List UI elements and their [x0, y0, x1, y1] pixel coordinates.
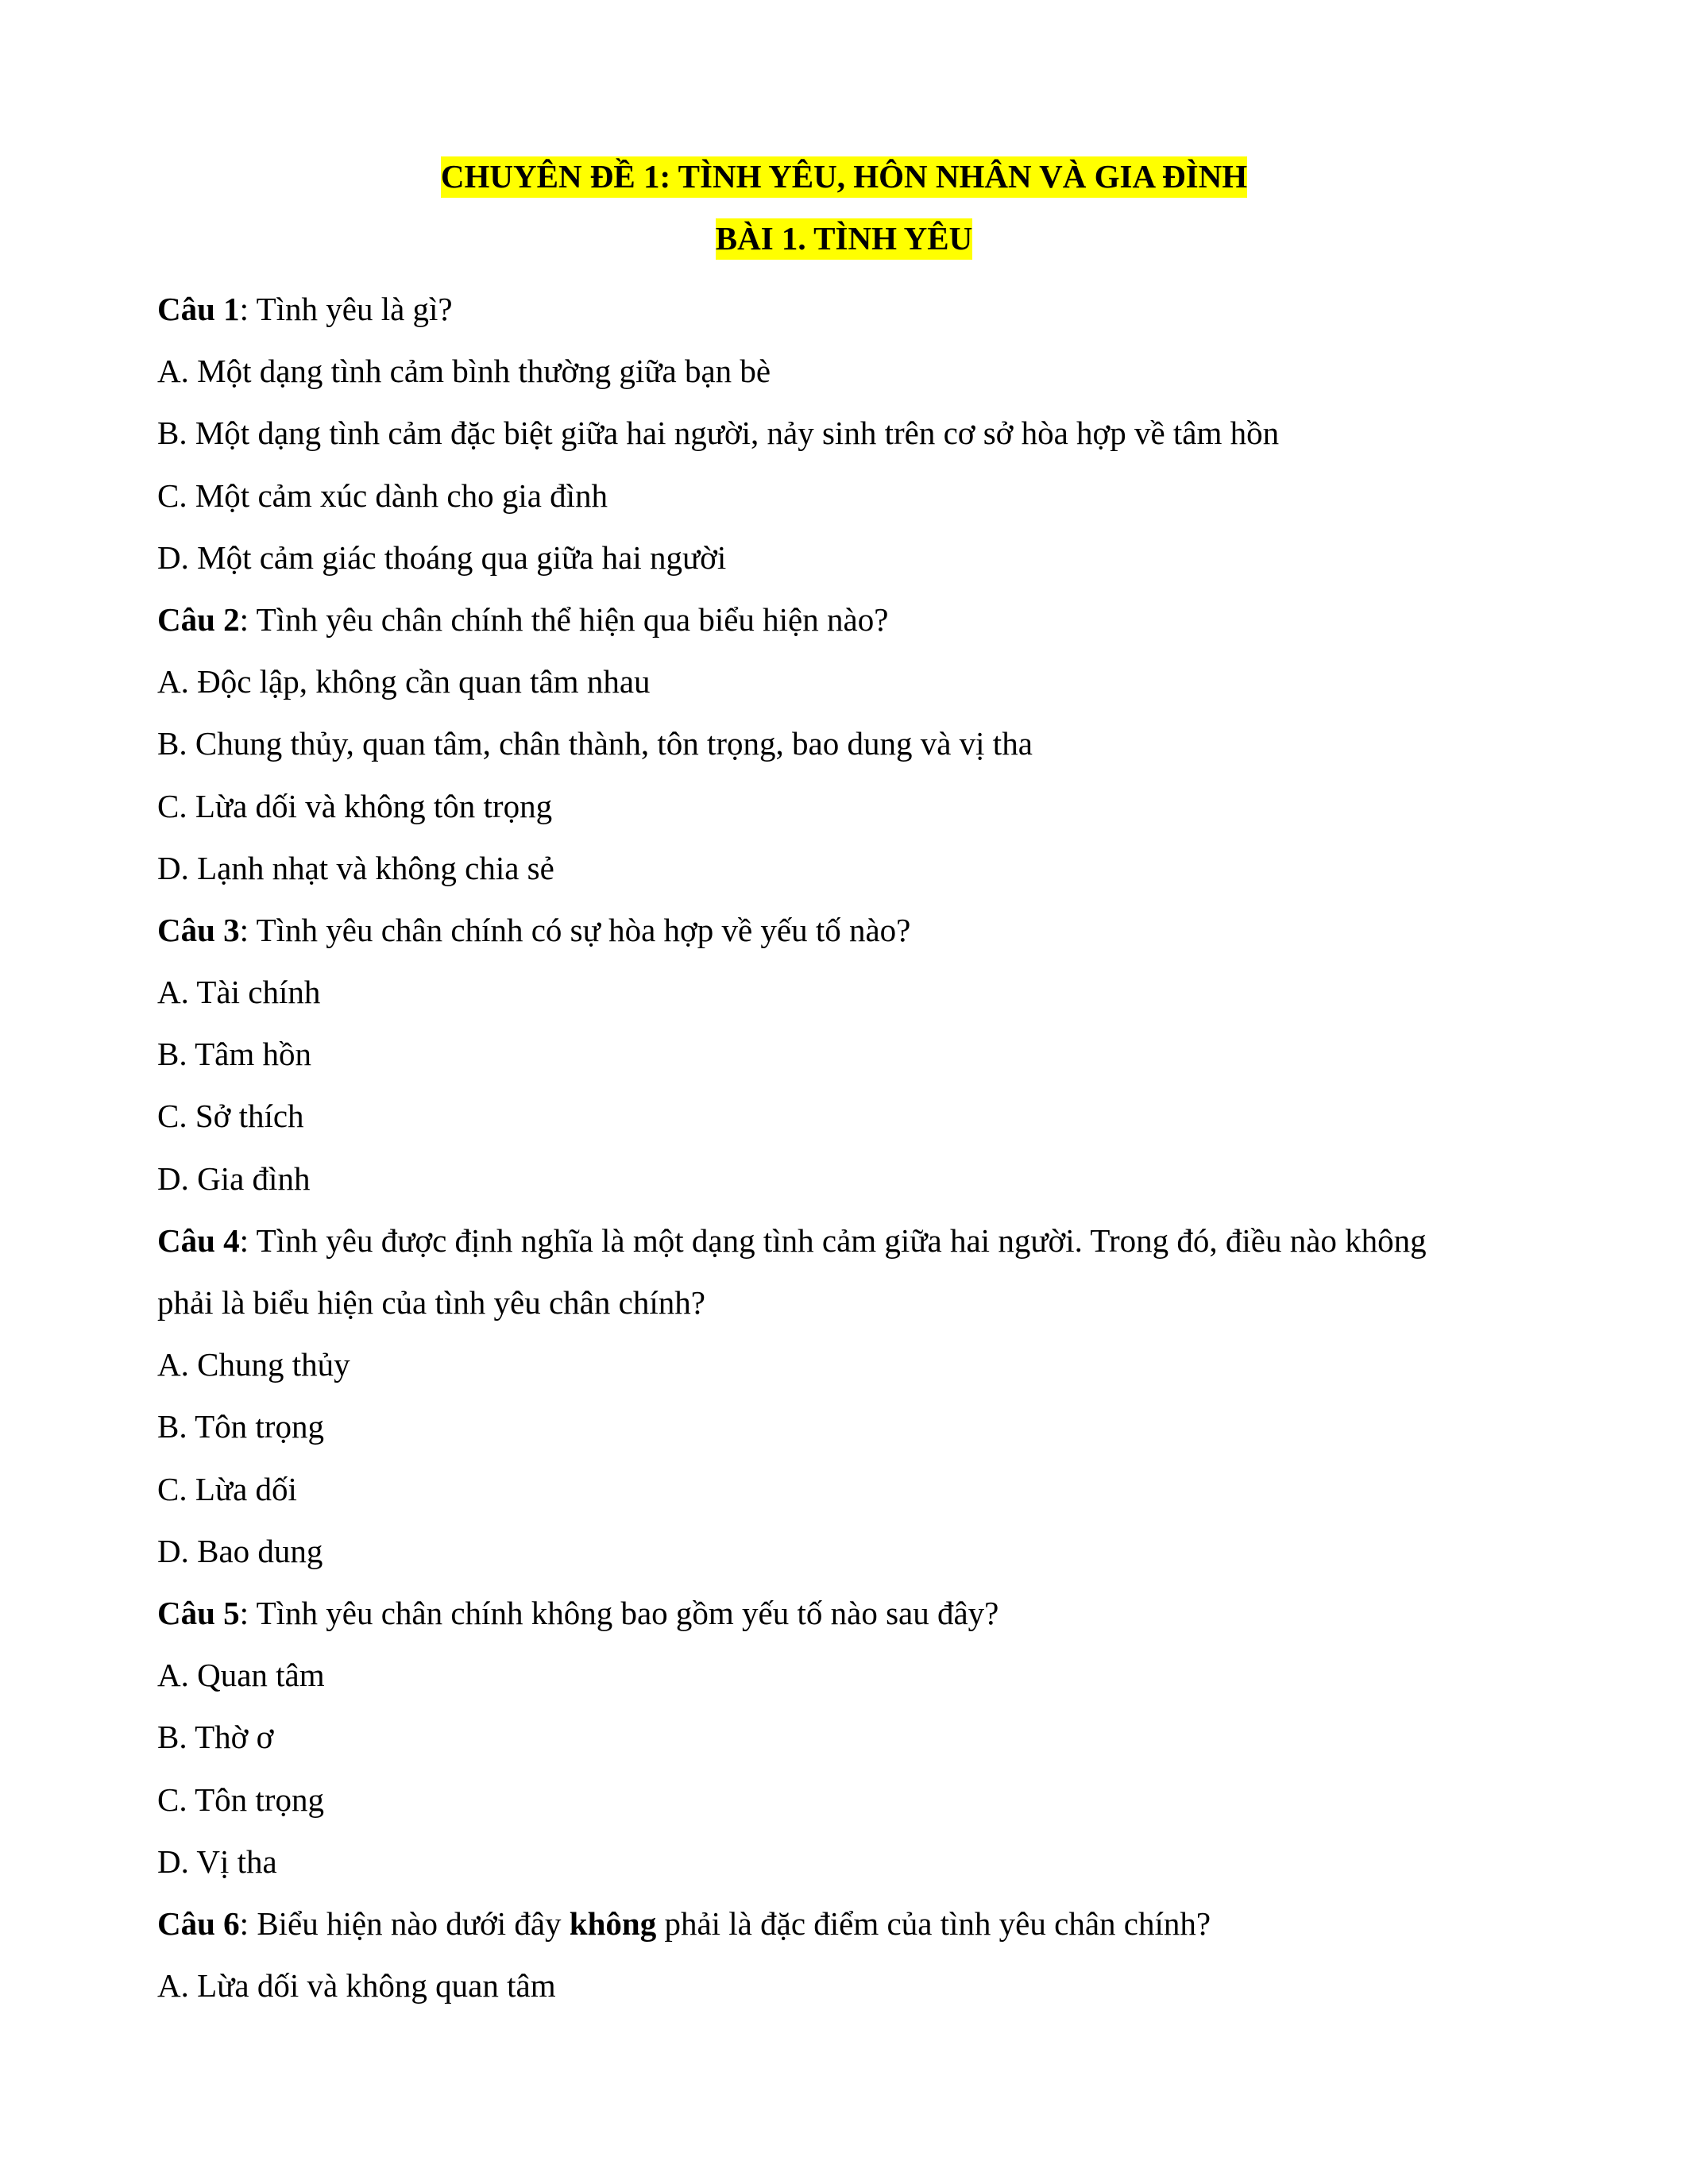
- question-6: Câu 6: Biểu hiện nào dưới đây không phải là đặc điểm của tình yêu chân chính?: [157, 1904, 1211, 1942]
- question-2-option-c: C. Lừa dối và không tôn trọng: [157, 787, 553, 824]
- question-list: [157, 278, 1555, 2016]
- question-1-option-b: B. Một dạng tình cảm đặc biệt giữa hai người, nảy sinh trên cơ sở hòa hợp về tâm hồn: [157, 415, 1280, 452]
- question-3-option-a: A. Tài chính: [157, 974, 321, 1011]
- question-5: Câu 5: Tình yêu chân chính không bao gồm yếu tố nào sau đây?: [157, 1594, 999, 1631]
- question-2: Câu 2: Tình yêu chân chính thể hiện qua biểu hiện nào?: [157, 600, 889, 638]
- question-1: Câu 1: Tình yêu là gì?: [157, 291, 453, 327]
- question-4-option-a: A. Chung thủy: [157, 1346, 350, 1383]
- lesson-title: BÀI 1. TÌNH YÊU: [0, 219, 1688, 257]
- topic-title: CHUYÊN ĐỀ 1: TÌNH YÊU, HÔN NHÂN VÀ GIA ĐÌNH: [0, 157, 1688, 195]
- question-3-option-d: D. Gia đình: [157, 1160, 311, 1197]
- question-1-option-c: C. Một cảm xúc dành cho gia đình: [157, 477, 608, 514]
- question-4: Câu 4: Tình yêu được định nghĩa là một dạng tình cảm giữa hai người. Trong đó, điều nào không: [157, 1221, 1427, 1259]
- question-6-keyword: không: [569, 1904, 657, 1942]
- question-1-option-a: A. Một dạng tình cảm bình thường giữa bạn bè: [157, 353, 771, 390]
- question-3-option-b: B. Tâm hồn: [157, 1036, 311, 1073]
- question-5-option-c: C. Tôn trọng: [157, 1781, 324, 1818]
- question-5-option-a: A. Quan tâm: [157, 1657, 325, 1694]
- question-4-option-b: B. Tôn trọng: [157, 1408, 324, 1445]
- question-6-option-a: A. Lừa dối và không quan tâm: [157, 1967, 556, 2005]
- question-4-option-c: C. Lừa dối: [157, 1470, 297, 1507]
- question-2-option-a: A. Độc lập, không cần quan tâm nhau: [157, 663, 651, 700]
- question-4-continued: phải là biểu hiện của tình yêu chân chính?: [157, 1284, 705, 1321]
- question-3-option-c: C. Sở thích: [157, 1098, 304, 1135]
- question-2-option-d: D. Lạnh nhạt và không chia sẻ: [157, 849, 554, 886]
- question-5-option-d: D. Vị tha: [157, 1843, 277, 1880]
- question-4-option-d: D. Bao dung: [157, 1532, 323, 1569]
- question-2-option-b: B. Chung thủy, quan tâm, chân thành, tôn trọng, bao dung và vị tha: [157, 725, 1033, 762]
- question-3: Câu 3: Tình yêu chân chính có sự hòa hợp về yếu tố nào?: [157, 911, 911, 948]
- question-5-option-b: B. Thờ ơ: [157, 1719, 274, 1756]
- question-1-option-d: D. Một cảm giác thoáng qua giữa hai người: [157, 538, 727, 576]
